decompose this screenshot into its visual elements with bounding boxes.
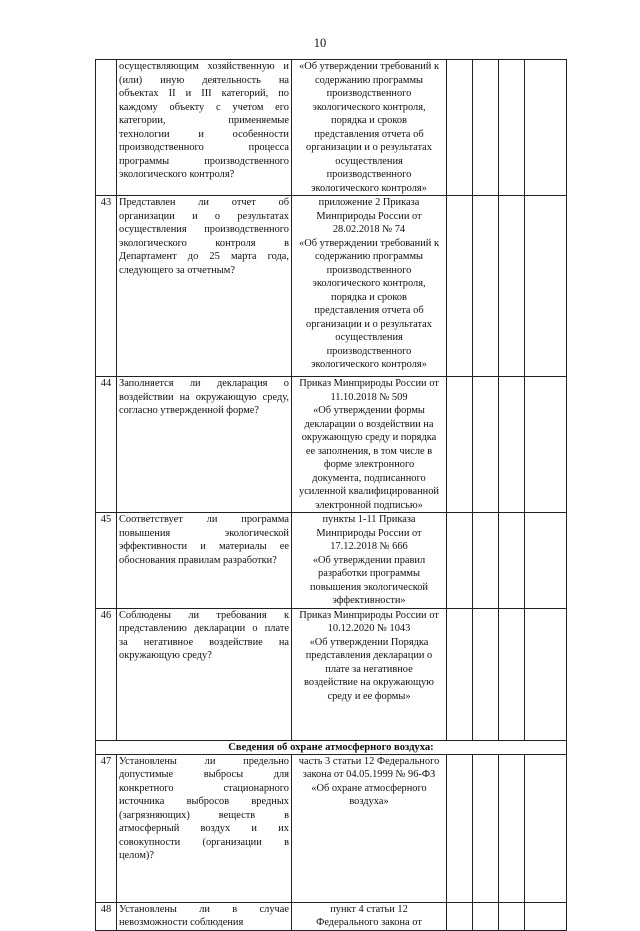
answer-cell-4: [525, 377, 567, 513]
answer-cell-3: [499, 513, 525, 609]
answer-cell-2: [473, 196, 499, 377]
answer-cell-1: [447, 377, 473, 513]
row-number: 47: [96, 754, 117, 902]
reference-cell: приложение 2 Приказа Минприроды России от 28.02.2018 № 74 «Об утверждении требований к содержанию программы производственного экологического контроля, порядка и сроков представления отчета об организации и о результатах осуществления производственного экологического контроля»: [292, 196, 447, 377]
answer-cell-1: [447, 196, 473, 377]
answer-cell-3: [499, 196, 525, 377]
answer-cell-4: [525, 60, 567, 196]
answer-cell-1: [447, 513, 473, 609]
table-row: [96, 754, 567, 902]
reference-cell: пункты 1-11 Приказа Минприроды России от 17.12.2018 № 666 «Об утверждении правил разработки программы повышения экологической эффективности»: [292, 513, 447, 609]
answer-cell-2: [473, 60, 499, 196]
question-cell: Соответствует ли программа повышения экологической эффективности и материалы ее обоснования правилам разработки?: [117, 513, 292, 609]
answer-cell-2: [473, 902, 499, 930]
answer-cell-4: [525, 196, 567, 377]
row-number: 44: [96, 377, 117, 513]
answer-cell-1: [447, 60, 473, 196]
reference-cell: часть 3 статьи 12 Федерального закона от 04.05.1999 № 96-ФЗ «Об охране атмосферного воздуха»: [292, 754, 447, 902]
checklist-table: [95, 59, 567, 931]
question-cell: Установлены ли в случае невозможности соблюдения: [117, 902, 292, 930]
answer-cell-4: [525, 513, 567, 609]
row-number: 43: [96, 196, 117, 377]
row-number: [96, 60, 117, 196]
answer-cell-1: [447, 902, 473, 930]
answer-cell-3: [499, 754, 525, 902]
page-number: 10: [313, 36, 327, 50]
question-cell: Заполняется ли декларация о воздействии на окружающую среду, согласно утвержденной форме?: [117, 377, 292, 513]
answer-cell-3: [499, 60, 525, 196]
answer-cell-3: [499, 608, 525, 740]
answer-cell-4: [525, 902, 567, 930]
row-number: 45: [96, 513, 117, 609]
table-row: [96, 513, 567, 609]
table-row: [96, 196, 567, 377]
section-heading: Сведения об охране атмосферного воздуха:: [96, 740, 567, 754]
answer-cell-4: [525, 608, 567, 740]
table-row: [96, 608, 567, 740]
question-cell: Представлен ли отчет об организации и о результатах осуществления производственного экологического контроля в Департамент до 25 марта года, следующего за отчетным?: [117, 196, 292, 377]
answer-cell-2: [473, 513, 499, 609]
reference-cell: «Об утверждении требований к содержанию программы производственного экологического контроля, порядка и сроков представления отчета об организации и о результатах осуществления производственного экологического контроля»: [292, 60, 447, 196]
reference-cell: Приказ Минприроды России от 11.10.2018 № 509 «Об утверждении формы декларации о воздействии на окружающую среду и порядка ее заполнения, в том числе в форме электронного документа, подписанного усиленной квалифицированной электронной подписью»: [292, 377, 447, 513]
question-cell: Соблюдены ли требования к представлению декларации о плате за негативное воздействие на окружающую среду?: [117, 608, 292, 740]
row-number: 48: [96, 902, 117, 930]
answer-cell-1: [447, 608, 473, 740]
answer-cell-3: [499, 377, 525, 513]
answer-cell-1: [447, 754, 473, 902]
answer-cell-3: [499, 902, 525, 930]
section-row: [96, 740, 567, 754]
reference-cell: Приказ Минприроды России от 10.12.2020 № 1043 «Об утверждении Порядка представления декларации о плате за негативное воздействие на окружающую среду и ее формы»: [292, 608, 447, 740]
question-cell: Установлены ли предельно допустимые выбросы для конкретного стационарного источника выбросов вредных (загрязняющих) веществ в атмосферный воздух и их совокупности (организации в целом)?: [117, 754, 292, 902]
table-row: [96, 60, 567, 196]
table-row: [96, 377, 567, 513]
answer-cell-2: [473, 608, 499, 740]
row-number: 46: [96, 608, 117, 740]
question-cell: осуществляющим хозяйственную и (или) иную деятельность на объектах II и III категорий, по каждому объекту с учетом его категории, применяемые технологии и особенности производственного процесса программы производственного экологического контроля?: [117, 60, 292, 196]
reference-cell: пункт 4 статьи 12 Федерального закона от: [292, 902, 447, 930]
answer-cell-2: [473, 754, 499, 902]
table-row: [96, 902, 567, 930]
answer-cell-2: [473, 377, 499, 513]
answer-cell-4: [525, 754, 567, 902]
